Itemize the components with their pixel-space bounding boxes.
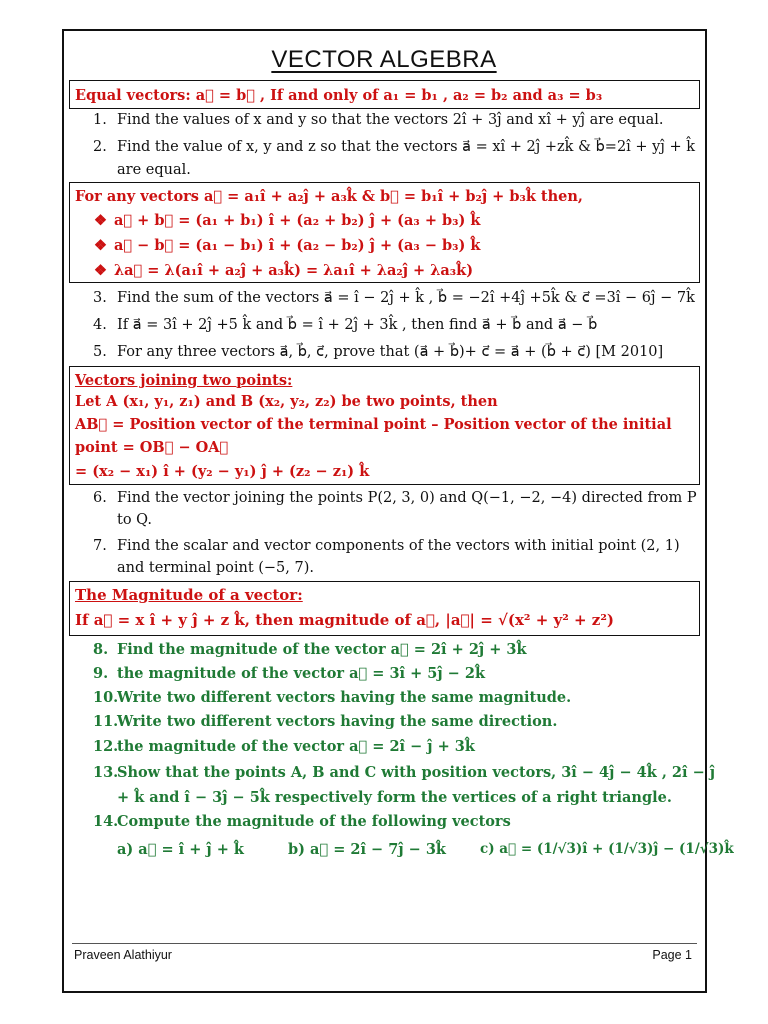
joining-line-2: AB⃗ = Position vector of the terminal point – Position vector of the initial bbox=[75, 416, 672, 433]
question-11: 11.Write two different vectors having the same direction. bbox=[93, 713, 558, 730]
question-12: 12.the magnitude of the vector a⃗ = 2î − ĵ + 3k̂ bbox=[93, 738, 475, 755]
question-9: 9. the magnitude of the vector a⃗ = 3î + 5ĵ − 2k̂ bbox=[93, 665, 486, 682]
diamond-bullet-icon: ❖ bbox=[94, 262, 107, 279]
magnitude-formula: If a⃗ = x î + y ĵ + z k̂, then magnitude of a⃗, |a⃗| = √(x² + y² + z²) bbox=[75, 611, 614, 629]
question-4: 4. If a⃗ = 3î + 2ĵ +5 k̂ and b⃗ = î + 2ĵ + 3k̂ , then find a⃗ + b⃗ and a⃗ − b⃗ bbox=[93, 317, 598, 333]
diamond-bullet-icon: ❖ bbox=[94, 212, 107, 229]
question-3: 3. Find the sum of the vectors a⃗ = î − 2ĵ + k̂ , b⃗ = −2î +4ĵ +5k̂ & c⃗ =3î − 6ĵ − 7k̂ bbox=[93, 290, 695, 306]
question-8: 8. Find the magnitude of the vector a⃗ = 2î + 2ĵ + 3k̂ bbox=[93, 641, 527, 658]
question-6: 6. Find the vector joining the points P(2, 3, 0) and Q(−1, −2, −4) directed from P bbox=[93, 490, 697, 506]
question-6-cont: to Q. bbox=[117, 512, 152, 528]
footer-author: Praveen Alathiyur bbox=[74, 948, 172, 962]
magnitude-head: The Magnitude of a vector: bbox=[75, 586, 303, 604]
vector-diff-rule: ❖ a⃗ − b⃗ = (a₁ − b₁) î + (a₂ − b₂) ĵ + (a₃ − b₃) k̂ bbox=[94, 237, 481, 254]
question-2: 2. Find the value of x, y and z so that the vectors a⃗ = xî + 2ĵ +zk̂ & b⃗=2î + yĵ + k̂ bbox=[93, 139, 696, 155]
question-14: 14.Compute the magnitude of the following vectors bbox=[93, 813, 511, 830]
question-7-cont: and terminal point (−5, 7). bbox=[117, 560, 314, 576]
question-10: 10.Write two different vectors having the same magnitude. bbox=[93, 689, 572, 706]
joining-line-3: point = OB⃗ − OA⃗ bbox=[75, 439, 229, 456]
question-14-a: a) a⃗ = î + ĵ + k̂ bbox=[117, 841, 244, 858]
joining-line-1: Let A (x₁, y₁, z₁) and B (x₂, y₂, z₂) be two points, then bbox=[75, 393, 498, 410]
scalar-mult-rule: ❖ λa⃗ = λ(a₁î + a₂ĵ + a₃k̂) = λa₁î + λa₂ĵ + λa₃k̂) bbox=[94, 262, 474, 279]
footer-divider bbox=[72, 943, 697, 944]
joining-line-4: = (x₂ − x₁) î + (y₂ − y₁) ĵ + (z₂ − z₁) k̂ bbox=[75, 463, 370, 480]
diamond-bullet-icon: ❖ bbox=[94, 237, 107, 254]
vector-sum-rule: ❖ a⃗ + b⃗ = (a₁ + b₁) î + (a₂ + b₂) ĵ + (a₃ + b₃) k̂ bbox=[94, 212, 481, 229]
question-14-b: b) a⃗ = 2î − 7ĵ − 3k̂ bbox=[288, 841, 446, 858]
question-14-c: c) a⃗ = (1/√3)î + (1/√3)ĵ − (1/√3)k̂ bbox=[480, 841, 734, 857]
question-1: 1. Find the values of x and y so that the vectors 2î + 3ĵ and xî + yĵ are equal. bbox=[93, 112, 664, 128]
question-13-cont: + k̂ and î − 3ĵ − 5k̂ respectively form the vertices of a right triangle. bbox=[117, 789, 672, 806]
question-13: 13.Show that the points A, B and C with position vectors, 3î − 4ĵ − 4k̂ , 2î − ĵ bbox=[93, 764, 716, 781]
question-2-cont: are equal. bbox=[117, 162, 191, 178]
page-title: VECTOR ALGEBRA bbox=[271, 46, 497, 73]
question-5: 5. For any three vectors a⃗, b⃗, c⃗, prove that (a⃗ + b⃗)+ c⃗ = a⃗ + (b⃗ + c⃗) [M 2010] bbox=[93, 344, 664, 360]
question-7: 7. Find the scalar and vector components of the vectors with initial point (2, 1) bbox=[93, 538, 680, 554]
joining-head: Vectors joining two points: bbox=[75, 372, 293, 389]
any-vectors-head: For any vectors a⃗ = a₁î + a₂ĵ + a₃k̂ & b⃗ = b₁î + b₂ĵ + b₃k̂ then, bbox=[75, 188, 583, 205]
equal-vectors-def: Equal vectors: a⃗ = b⃗ , If and only of a₁ = b₁ , a₂ = b₂ and a₃ = b₃ bbox=[75, 87, 603, 104]
footer-page-number: Page 1 bbox=[652, 948, 692, 962]
